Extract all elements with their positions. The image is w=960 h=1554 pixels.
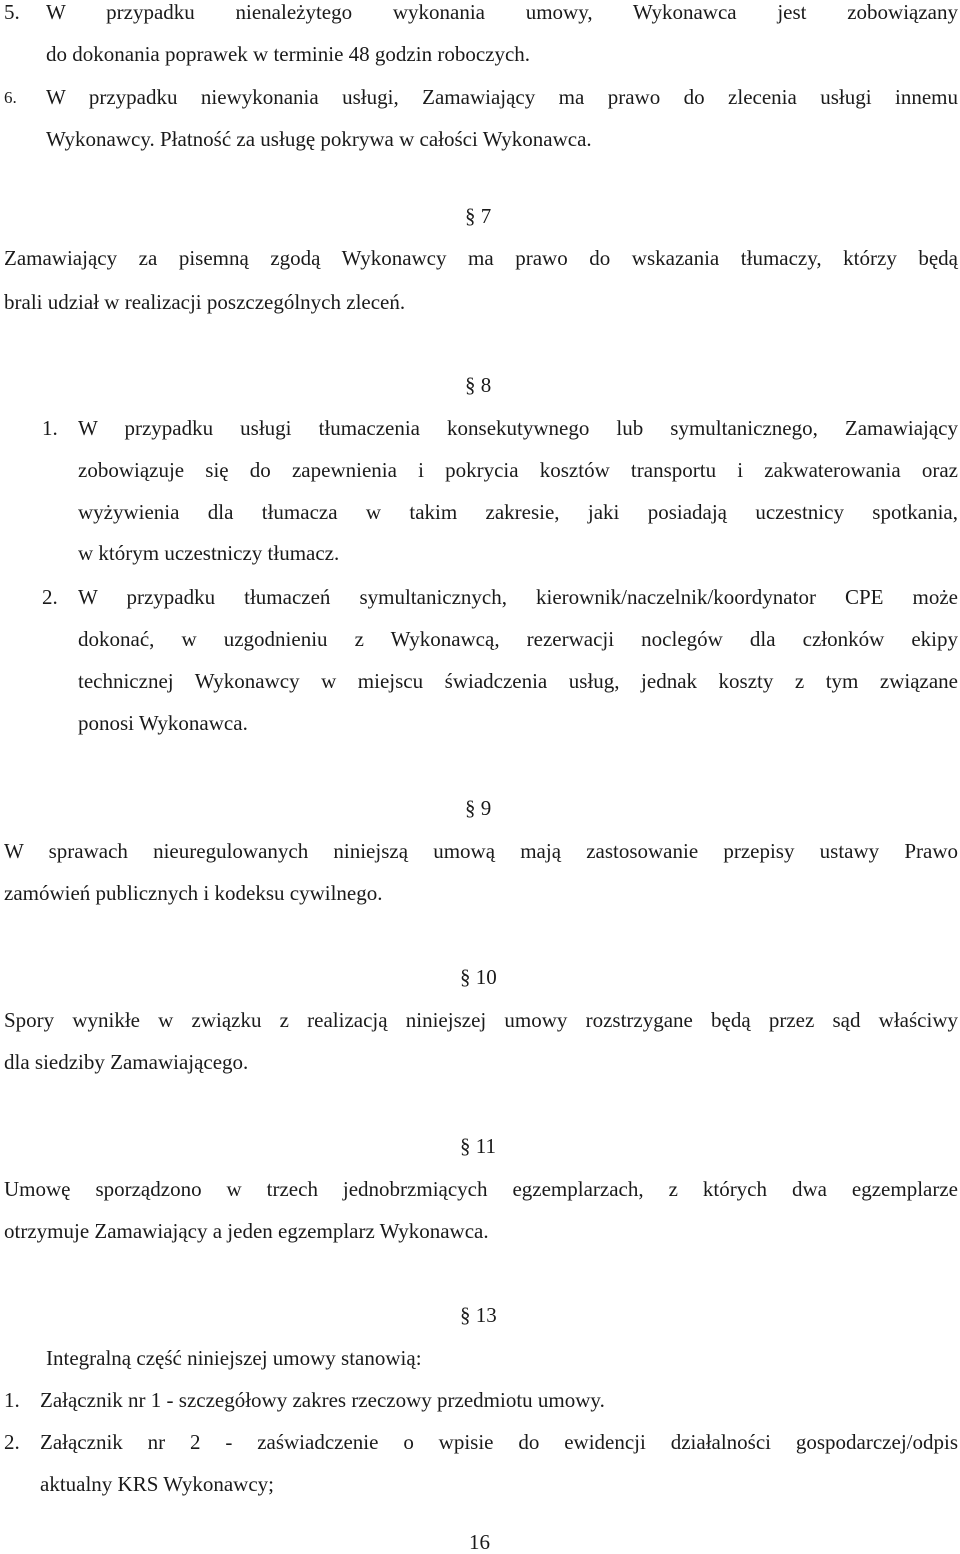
paragraph-line: brali udział w realizacji poszczególnych zleceń. xyxy=(4,290,406,314)
section-heading-9: § 9 xyxy=(465,796,492,820)
section-heading-10: § 10 xyxy=(460,965,497,989)
paragraph-line: Umowę sporządzono w trzech jednobrzmiących egzemplarzach, z których dwa egzemplarze xyxy=(4,1177,958,1201)
paragraph-line: technicznej Wykonawcy w miejscu świadczenia usług, jednak koszty z tym związane xyxy=(78,669,958,693)
section-heading-8: § 8 xyxy=(465,373,492,397)
paragraph-line: aktualny KRS Wykonawcy; xyxy=(40,1472,274,1496)
paragraph-line: dokonać, w uzgodnieniu z Wykonawcą, rezerwacji noclegów dla członków ekipy xyxy=(78,627,958,651)
paragraph-line: wyżywienia dla tłumacza w takim zakresie, jaki posiadają uczestnicy spotkania, xyxy=(78,500,958,524)
page-number: 16 xyxy=(469,1530,490,1554)
item-number: 1. xyxy=(4,1388,20,1412)
paragraph-line: do dokonania poprawek w terminie 48 godzin roboczych. xyxy=(46,42,531,66)
paragraph-line: Załącznik nr 2 - zaświadczenie o wpisie do ewidencji działalności gospodarczej/odpis xyxy=(40,1430,958,1454)
paragraph-line: Załącznik nr 1 - szczegółowy zakres rzeczowy przedmiotu umowy. xyxy=(40,1388,605,1412)
paragraph-line: Spory wynikłe w związku z realizacją niniejszej umowy rozstrzygane będą przez sąd właściwy xyxy=(4,1008,958,1032)
paragraph-line: zobowiązuje się do zapewnienia i pokrycia kosztów transportu i zakwaterowania oraz xyxy=(78,458,958,482)
paragraph-line: Wykonawcy. Płatność za usługę pokrywa w całości Wykonawca. xyxy=(46,127,592,151)
item-number: 2. xyxy=(42,585,58,609)
paragraph-line: W sprawach nieuregulowanych niniejszą umową mają zastosowanie przepisy ustawy Prawo xyxy=(4,839,958,863)
paragraph-line: ponosi Wykonawca. xyxy=(78,711,248,735)
paragraph-line: W przypadku niewykonania usługi, Zamawiający ma prawo do zlecenia usługi innemu xyxy=(46,85,958,109)
item-number: 6. xyxy=(4,88,17,107)
paragraph-line: W przypadku usługi tłumaczenia konsekutywnego lub symultanicznego, Zamawiający xyxy=(78,416,958,440)
paragraph-line: dla siedziby Zamawiającego. xyxy=(4,1050,249,1074)
item-number: 1. xyxy=(42,416,58,440)
paragraph-line: w którym uczestniczy tłumacz. xyxy=(78,541,340,565)
paragraph-line: otrzymuje Zamawiający a jeden egzemplarz Wykonawca. xyxy=(4,1219,489,1243)
paragraph-line: Integralną część niniejszej umowy stanowią: xyxy=(46,1346,422,1370)
section-heading-11: § 11 xyxy=(460,1134,496,1158)
paragraph-line: Zamawiający za pisemną zgodą Wykonawcy ma prawo do wskazania tłumaczy, którzy będą xyxy=(4,246,958,270)
paragraph-line: zamówień publicznych i kodeksu cywilnego. xyxy=(4,881,383,905)
paragraph-line: W przypadku tłumaczeń symultanicznych, kierownik/naczelnik/koordynator CPE może xyxy=(78,585,958,609)
item-number: 2. xyxy=(4,1430,20,1454)
paragraph-line: W przypadku nienależytego wykonania umowy, Wykonawca jest zobowiązany xyxy=(46,0,958,24)
section-heading-13: § 13 xyxy=(460,1303,497,1327)
item-number: 5. xyxy=(4,0,20,24)
section-heading-7: § 7 xyxy=(465,204,492,228)
